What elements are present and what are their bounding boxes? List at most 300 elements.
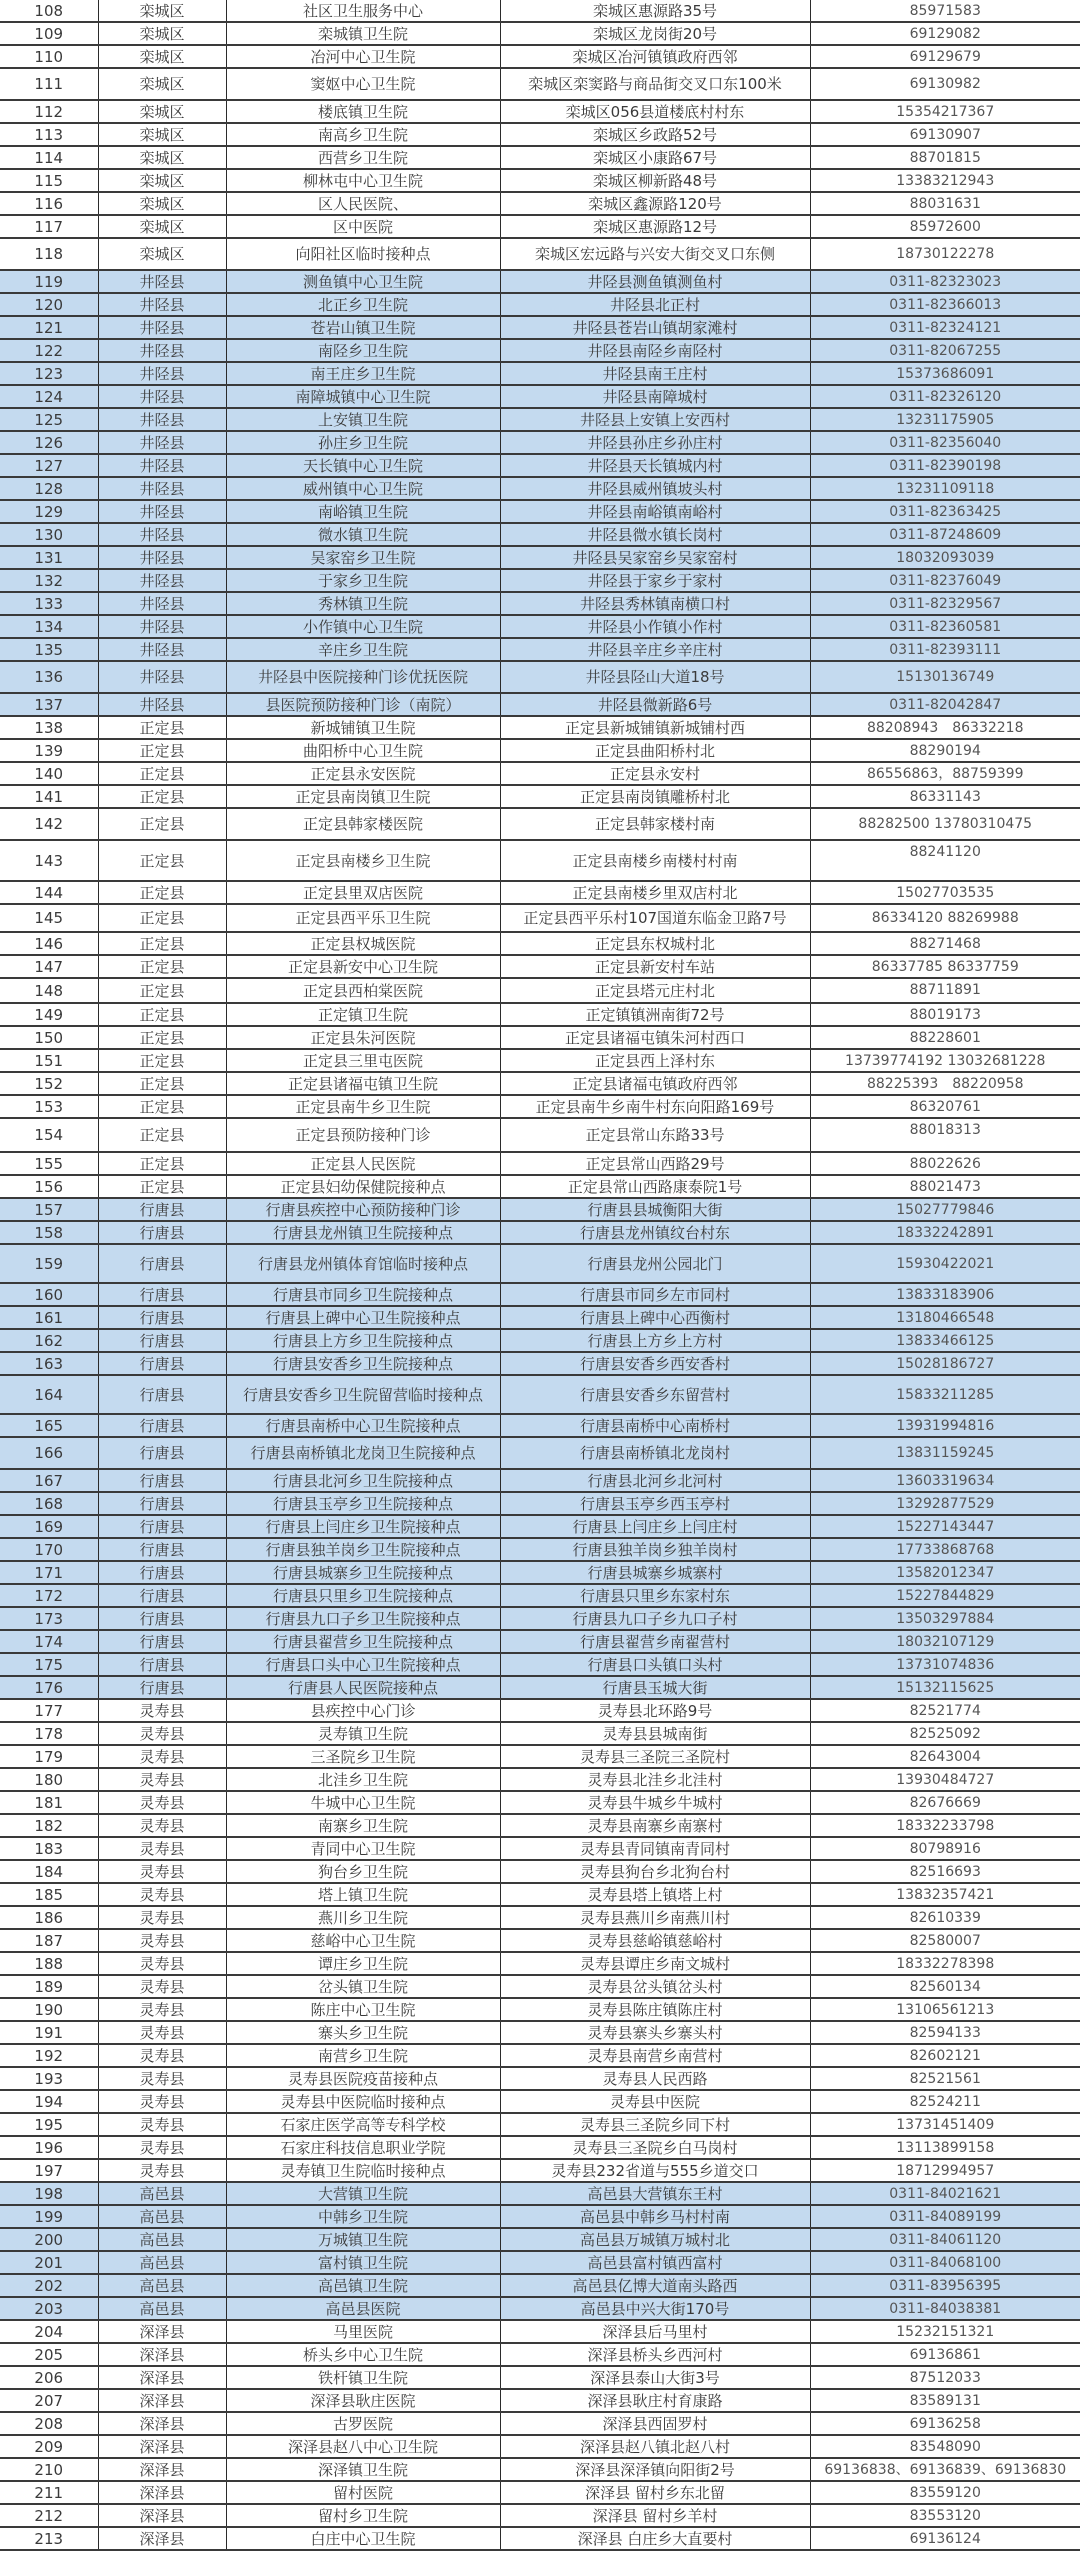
- site-name-cell: 社区卫生服务中心: [226, 0, 500, 22]
- phone-cell: 69129082: [810, 22, 1080, 45]
- phone-cell: 69136861: [810, 2343, 1080, 2366]
- phone-cell: 15227844829: [810, 1584, 1080, 1607]
- row-number: 109: [0, 22, 98, 45]
- row-number: 192: [0, 2044, 98, 2067]
- row-number: 191: [0, 2021, 98, 2044]
- district-cell: 栾城区: [98, 0, 226, 22]
- table-row: [0, 546, 1080, 569]
- site-name-cell: 上安镇卫生院: [226, 408, 500, 431]
- table-row: [0, 169, 1080, 192]
- site-name-cell: 牛城中心卫生院: [226, 1791, 500, 1814]
- phone-cell: 13383212943: [810, 169, 1080, 192]
- address-cell: 井陉县于家乡于家村: [500, 569, 810, 592]
- phone-cell: 88208943 86332218: [810, 716, 1080, 739]
- district-cell: 灵寿县: [98, 1745, 226, 1768]
- address-cell: 正定县新城铺镇新城铺村西: [500, 716, 810, 739]
- site-name-cell: 南寨乡卫生院: [226, 1814, 500, 1837]
- district-cell: 栾城区: [98, 100, 226, 123]
- table-row: [0, 1630, 1080, 1653]
- phone-cell: 18332278398: [810, 1952, 1080, 1975]
- site-name-cell: 中韩乡卫生院: [226, 2205, 500, 2228]
- district-cell: 灵寿县: [98, 1906, 226, 1929]
- row-number: 206: [0, 2366, 98, 2389]
- site-name-cell: 石家庄医学高等专科学校: [226, 2113, 500, 2136]
- address-cell: 正定县韩家楼村南: [500, 808, 810, 840]
- table-row: [0, 2435, 1080, 2458]
- table-row: [0, 1676, 1080, 1699]
- phone-cell: 88018313: [810, 1118, 1080, 1152]
- district-cell: 行唐县: [98, 1221, 226, 1244]
- address-cell: 井陉县辛庄乡辛庄村: [500, 638, 810, 661]
- table-row: [0, 192, 1080, 215]
- address-cell: 灵寿县南寨乡南寨村: [500, 1814, 810, 1837]
- site-name-cell: 区人民医院、: [226, 192, 500, 215]
- row-number: 124: [0, 385, 98, 408]
- row-number: 199: [0, 2205, 98, 2228]
- address-cell: 行唐县上闫庄乡上闫庄村: [500, 1515, 810, 1538]
- table-row: [0, 238, 1080, 270]
- phone-cell: 0311-82323023: [810, 270, 1080, 293]
- phone-cell: 69136124: [810, 2527, 1080, 2550]
- table-row: [0, 2527, 1080, 2550]
- table-row: [0, 1198, 1080, 1221]
- district-cell: 灵寿县: [98, 2136, 226, 2159]
- address-cell: 行唐县翟营乡南翟营村: [500, 1630, 810, 1653]
- address-cell: 高邑县万城镇万城村北: [500, 2228, 810, 2251]
- site-name-cell: 南陉乡卫生院: [226, 339, 500, 362]
- address-cell: 行唐县九口子乡九口子村: [500, 1607, 810, 1630]
- address-cell: 灵寿县谭庄乡南文城村: [500, 1952, 810, 1975]
- phone-cell: 15232151321: [810, 2320, 1080, 2343]
- site-name-cell: 铁杆镇卫生院: [226, 2366, 500, 2389]
- phone-cell: 13292877529: [810, 1492, 1080, 1515]
- site-name-cell: 万城镇卫生院: [226, 2228, 500, 2251]
- district-cell: 井陉县: [98, 592, 226, 615]
- site-name-cell: 行唐县上闫庄乡卫生院接种点: [226, 1515, 500, 1538]
- district-cell: 灵寿县: [98, 1699, 226, 1722]
- site-name-cell: 富村镇卫生院: [226, 2251, 500, 2274]
- phone-cell: 88241120: [810, 840, 1080, 881]
- row-number: 132: [0, 569, 98, 592]
- address-cell: 灵寿县慈峪镇慈峪村: [500, 1929, 810, 1952]
- address-cell: 井陉县测鱼镇测鱼村: [500, 270, 810, 293]
- table-row: [0, 2274, 1080, 2297]
- table-row: [0, 1329, 1080, 1352]
- row-number: 121: [0, 316, 98, 339]
- district-cell: 行唐县: [98, 1306, 226, 1329]
- phone-cell: 82610339: [810, 1906, 1080, 1929]
- phone-cell: 13231175905: [810, 408, 1080, 431]
- address-cell: 高邑县中韩乡马村村南: [500, 2205, 810, 2228]
- site-name-cell: 南王庄乡卫生院: [226, 362, 500, 385]
- row-number: 181: [0, 1791, 98, 1814]
- address-cell: 正定县诸福屯镇政府西邻: [500, 1072, 810, 1095]
- table-row: [0, 45, 1080, 68]
- address-cell: 灵寿县燕川乡南燕川村: [500, 1906, 810, 1929]
- address-cell: 高邑县大营镇东王村: [500, 2182, 810, 2205]
- phone-cell: 82594133: [810, 2021, 1080, 2044]
- address-cell: 灵寿县北环路9号: [500, 1699, 810, 1722]
- table-row: [0, 100, 1080, 123]
- row-number: 153: [0, 1095, 98, 1118]
- site-name-cell: 燕川乡卫生院: [226, 1906, 500, 1929]
- district-cell: 高邑县: [98, 2228, 226, 2251]
- address-cell: 灵寿县陈庄镇陈庄村: [500, 1998, 810, 2021]
- table-row: [0, 904, 1080, 932]
- address-cell: 行唐县上方乡上方村: [500, 1329, 810, 1352]
- table-row: [0, 1883, 1080, 1906]
- row-number: 158: [0, 1221, 98, 1244]
- phone-cell: 0311-87248609: [810, 523, 1080, 546]
- phone-cell: 0311-82042847: [810, 693, 1080, 716]
- phone-cell: 88225393 88220958: [810, 1072, 1080, 1095]
- phone-cell: 13831159245: [810, 1437, 1080, 1469]
- district-cell: 行唐县: [98, 1244, 226, 1283]
- row-number: 205: [0, 2343, 98, 2366]
- phone-cell: 82521774: [810, 1699, 1080, 1722]
- address-cell: 栾城区小康路67号: [500, 146, 810, 169]
- phone-cell: 13603319634: [810, 1469, 1080, 1492]
- district-cell: 正定县: [98, 1072, 226, 1095]
- district-cell: 栾城区: [98, 169, 226, 192]
- phone-cell: 15373686091: [810, 362, 1080, 385]
- address-cell: 行唐县龙州公园北门: [500, 1244, 810, 1283]
- table-row: [0, 1175, 1080, 1198]
- phone-cell: 17733868768: [810, 1538, 1080, 1561]
- site-name-cell: 向阳社区临时接种点: [226, 238, 500, 270]
- row-number: 152: [0, 1072, 98, 1095]
- address-cell: 正定县曲阳桥村北: [500, 739, 810, 762]
- site-name-cell: 行唐县市同乡卫生院接种点: [226, 1283, 500, 1306]
- row-number: 135: [0, 638, 98, 661]
- address-cell: 正定县塔元庄村北: [500, 978, 810, 1003]
- site-name-cell: 行唐县上碑中心卫生院接种点: [226, 1306, 500, 1329]
- row-number: 145: [0, 904, 98, 932]
- address-cell: 井陉县陉山大道18号: [500, 661, 810, 693]
- site-name-cell: 秀林镇卫生院: [226, 592, 500, 615]
- site-name-cell: 柳林屯中心卫生院: [226, 169, 500, 192]
- site-name-cell: 测鱼镇中心卫生院: [226, 270, 500, 293]
- table-row: [0, 2021, 1080, 2044]
- row-number: 129: [0, 500, 98, 523]
- phone-cell: 69136838、69136839、69136830: [810, 2458, 1080, 2481]
- district-cell: 行唐县: [98, 1584, 226, 1607]
- row-number: 201: [0, 2251, 98, 2274]
- phone-cell: 13731451409: [810, 2113, 1080, 2136]
- site-name-cell: 楼底镇卫生院: [226, 100, 500, 123]
- table-row: [0, 2297, 1080, 2320]
- row-number: 170: [0, 1538, 98, 1561]
- table-row: [0, 454, 1080, 477]
- row-number: 168: [0, 1492, 98, 1515]
- district-cell: 深泽县: [98, 2527, 226, 2550]
- row-number: 161: [0, 1306, 98, 1329]
- district-cell: 井陉县: [98, 638, 226, 661]
- row-number: 165: [0, 1414, 98, 1437]
- site-name-cell: 深泽县耿庄医院: [226, 2389, 500, 2412]
- district-cell: 井陉县: [98, 339, 226, 362]
- district-cell: 正定县: [98, 808, 226, 840]
- address-cell: 深泽县 白庄乡大直要村: [500, 2527, 810, 2550]
- address-cell: 灵寿县岔头镇岔头村: [500, 1975, 810, 1998]
- table-row: [0, 1469, 1080, 1492]
- district-cell: 井陉县: [98, 454, 226, 477]
- site-name-cell: 青同中心卫生院: [226, 1837, 500, 1860]
- table-row: [0, 1492, 1080, 1515]
- district-cell: 灵寿县: [98, 1768, 226, 1791]
- table-row: [0, 569, 1080, 592]
- table-row: [0, 0, 1080, 22]
- phone-cell: 0311-82360581: [810, 615, 1080, 638]
- phone-cell: 88271468: [810, 932, 1080, 955]
- district-cell: 正定县: [98, 1175, 226, 1198]
- site-name-cell: 正定县新安中心卫生院: [226, 955, 500, 978]
- phone-cell: 13731074836: [810, 1653, 1080, 1676]
- phone-cell: 0311-82390198: [810, 454, 1080, 477]
- address-cell: 栾城区龙岗街20号: [500, 22, 810, 45]
- district-cell: 行唐县: [98, 1676, 226, 1699]
- district-cell: 井陉县: [98, 615, 226, 638]
- district-cell: 灵寿县: [98, 1883, 226, 1906]
- address-cell: 行唐县南桥镇北龙岗村: [500, 1437, 810, 1469]
- row-number: 197: [0, 2159, 98, 2182]
- row-number: 210: [0, 2458, 98, 2481]
- table-row: [0, 1607, 1080, 1630]
- address-cell: 正定县南楼乡里双店村北: [500, 881, 810, 904]
- table-row: [0, 1584, 1080, 1607]
- site-name-cell: 正定县南楼乡卫生院: [226, 840, 500, 881]
- table-row: [0, 785, 1080, 808]
- row-number: 127: [0, 454, 98, 477]
- phone-cell: 15027703535: [810, 881, 1080, 904]
- address-cell: 正定县西上泽村东: [500, 1049, 810, 1072]
- district-cell: 栾城区: [98, 238, 226, 270]
- phone-cell: 88282500 13780310475: [810, 808, 1080, 840]
- row-number: 139: [0, 739, 98, 762]
- phone-cell: 18730122278: [810, 238, 1080, 270]
- address-cell: 深泽县赵八镇北赵八村: [500, 2435, 810, 2458]
- district-cell: 深泽县: [98, 2481, 226, 2504]
- row-number: 117: [0, 215, 98, 238]
- phone-cell: 13180466548: [810, 1306, 1080, 1329]
- district-cell: 井陉县: [98, 661, 226, 693]
- table-row: [0, 840, 1080, 881]
- row-number: 131: [0, 546, 98, 569]
- table-row: [0, 215, 1080, 238]
- site-name-cell: 桥头乡中心卫生院: [226, 2343, 500, 2366]
- site-name-cell: 行唐县疾控中心预防接种门诊: [226, 1198, 500, 1221]
- row-number: 196: [0, 2136, 98, 2159]
- site-name-cell: 行唐县只里乡卫生院接种点: [226, 1584, 500, 1607]
- address-cell: 灵寿县南营乡南营村: [500, 2044, 810, 2067]
- district-cell: 深泽县: [98, 2412, 226, 2435]
- table-row: [0, 762, 1080, 785]
- row-number: 172: [0, 1584, 98, 1607]
- table-row: [0, 2366, 1080, 2389]
- row-number: 178: [0, 1722, 98, 1745]
- address-cell: 深泽县西固罗村: [500, 2412, 810, 2435]
- phone-cell: 87512033: [810, 2366, 1080, 2389]
- district-cell: 正定县: [98, 762, 226, 785]
- table-row: [0, 123, 1080, 146]
- row-number: 111: [0, 68, 98, 100]
- table-row: [0, 2159, 1080, 2182]
- table-row: [0, 2320, 1080, 2343]
- site-name-cell: 行唐县九口子乡卫生院接种点: [226, 1607, 500, 1630]
- site-name-cell: 井陉县中医院接种门诊优抚医院: [226, 661, 500, 693]
- table-row: [0, 1837, 1080, 1860]
- site-name-cell: 慈峪中心卫生院: [226, 1929, 500, 1952]
- district-cell: 深泽县: [98, 2389, 226, 2412]
- address-cell: 井陉县孙庄乡孙庄村: [500, 431, 810, 454]
- site-name-cell: 寨头乡卫生院: [226, 2021, 500, 2044]
- site-name-cell: 正定县妇幼保健院接种点: [226, 1175, 500, 1198]
- address-cell: 行唐县安香乡东留营村: [500, 1375, 810, 1414]
- address-cell: 井陉县微水镇长岗村: [500, 523, 810, 546]
- row-number: 112: [0, 100, 98, 123]
- table-row: [0, 68, 1080, 100]
- district-cell: 行唐县: [98, 1607, 226, 1630]
- table-row: [0, 2458, 1080, 2481]
- address-cell: 井陉县南障城村: [500, 385, 810, 408]
- phone-cell: 0311-84061120: [810, 2228, 1080, 2251]
- phone-cell: 15130136749: [810, 661, 1080, 693]
- district-cell: 正定县: [98, 904, 226, 932]
- phone-cell: 13930484727: [810, 1768, 1080, 1791]
- table-row: [0, 1414, 1080, 1437]
- phone-cell: 13832357421: [810, 1883, 1080, 1906]
- phone-cell: 82580007: [810, 1929, 1080, 1952]
- site-name-cell: 深泽镇卫生院: [226, 2458, 500, 2481]
- phone-cell: 80798916: [810, 1837, 1080, 1860]
- row-number: 163: [0, 1352, 98, 1375]
- table-row: [0, 2044, 1080, 2067]
- site-name-cell: 南障城镇中心卫生院: [226, 385, 500, 408]
- row-number: 144: [0, 881, 98, 904]
- row-number: 155: [0, 1152, 98, 1175]
- row-number: 151: [0, 1049, 98, 1072]
- table-row: [0, 1814, 1080, 1837]
- address-cell: 灵寿县三圣院乡白马岗村: [500, 2136, 810, 2159]
- phone-cell: 0311-84038381: [810, 2297, 1080, 2320]
- address-cell: 栾城区冶河镇镇政府西邻: [500, 45, 810, 68]
- row-number: 110: [0, 45, 98, 68]
- district-cell: 行唐县: [98, 1375, 226, 1414]
- site-name-cell: 正定县韩家楼医院: [226, 808, 500, 840]
- site-name-cell: 谭庄乡卫生院: [226, 1952, 500, 1975]
- site-name-cell: 狗台乡卫生院: [226, 1860, 500, 1883]
- address-cell: 正定县常山东路33号: [500, 1118, 810, 1152]
- district-cell: 行唐县: [98, 1469, 226, 1492]
- row-number: 182: [0, 1814, 98, 1837]
- district-cell: 行唐县: [98, 1630, 226, 1653]
- address-cell: 灵寿县232省道与555乡道交口: [500, 2159, 810, 2182]
- table-row: [0, 1515, 1080, 1538]
- row-number: 175: [0, 1653, 98, 1676]
- address-cell: 井陉县南峪镇南峪村: [500, 500, 810, 523]
- site-name-cell: 正定镇卫生院: [226, 1003, 500, 1026]
- table-row: [0, 661, 1080, 693]
- site-name-cell: 新城铺镇卫生院: [226, 716, 500, 739]
- district-cell: 正定县: [98, 785, 226, 808]
- site-name-cell: 正定县西柏棠医院: [226, 978, 500, 1003]
- table-row: [0, 500, 1080, 523]
- address-cell: 正定县永安村: [500, 762, 810, 785]
- row-number: 149: [0, 1003, 98, 1026]
- row-number: 189: [0, 1975, 98, 1998]
- address-cell: 行唐县玉城大街: [500, 1676, 810, 1699]
- table-row: [0, 339, 1080, 362]
- district-cell: 正定县: [98, 955, 226, 978]
- district-cell: 井陉县: [98, 385, 226, 408]
- district-cell: 行唐县: [98, 1198, 226, 1221]
- table-row: [0, 2113, 1080, 2136]
- site-name-cell: 县疾控中心门诊: [226, 1699, 500, 1722]
- table-row: [0, 2182, 1080, 2205]
- phone-cell: 0311-84089199: [810, 2205, 1080, 2228]
- address-cell: 井陉县苍岩山镇胡家滩村: [500, 316, 810, 339]
- district-cell: 井陉县: [98, 316, 226, 339]
- site-name-cell: 威州镇中心卫生院: [226, 477, 500, 500]
- phone-cell: 88022626: [810, 1152, 1080, 1175]
- table-row: [0, 615, 1080, 638]
- phone-cell: 15930422021: [810, 1244, 1080, 1283]
- site-name-cell: 行唐县翟营乡卫生院接种点: [226, 1630, 500, 1653]
- site-name-cell: 三圣院乡卫生院: [226, 1745, 500, 1768]
- address-cell: 行唐县北河乡北河村: [500, 1469, 810, 1492]
- phone-cell: 83589131: [810, 2389, 1080, 2412]
- row-number: 212: [0, 2504, 98, 2527]
- phone-cell: 13833183906: [810, 1283, 1080, 1306]
- phone-cell: 82560134: [810, 1975, 1080, 1998]
- phone-cell: 0311-83956395: [810, 2274, 1080, 2297]
- row-number: 118: [0, 238, 98, 270]
- address-cell: 行唐县市同乡左市同村: [500, 1283, 810, 1306]
- address-cell: 灵寿县北洼乡北洼村: [500, 1768, 810, 1791]
- row-number: 187: [0, 1929, 98, 1952]
- address-cell: 正定县西平乐村107国道东临金卫路7号: [500, 904, 810, 932]
- row-number: 183: [0, 1837, 98, 1860]
- site-name-cell: 高邑县医院: [226, 2297, 500, 2320]
- site-name-cell: 白庄中心卫生院: [226, 2527, 500, 2550]
- phone-cell: 86331143: [810, 785, 1080, 808]
- site-name-cell: 留村乡卫生院: [226, 2504, 500, 2527]
- phone-cell: 86320761: [810, 1095, 1080, 1118]
- phone-cell: 13113899158: [810, 2136, 1080, 2159]
- site-name-cell: 深泽县赵八中心卫生院: [226, 2435, 500, 2458]
- table-row: [0, 2228, 1080, 2251]
- row-number: 185: [0, 1883, 98, 1906]
- address-cell: 深泽县泰山大街3号: [500, 2366, 810, 2389]
- table-row: [0, 1791, 1080, 1814]
- row-number: 162: [0, 1329, 98, 1352]
- address-cell: 井陉县南王庄村: [500, 362, 810, 385]
- row-number: 198: [0, 2182, 98, 2205]
- phone-cell: 82524211: [810, 2090, 1080, 2113]
- district-cell: 灵寿县: [98, 1975, 226, 1998]
- table-row: [0, 523, 1080, 546]
- site-name-cell: 行唐县城寨乡卫生院接种点: [226, 1561, 500, 1584]
- site-name-cell: 曲阳桥中心卫生院: [226, 739, 500, 762]
- district-cell: 灵寿县: [98, 1837, 226, 1860]
- row-number: 207: [0, 2389, 98, 2412]
- address-cell: 栾城区柳新路48号: [500, 169, 810, 192]
- district-cell: 栾城区: [98, 123, 226, 146]
- address-cell: 深泽县 留村乡羊村: [500, 2504, 810, 2527]
- site-name-cell: 南峪镇卫生院: [226, 500, 500, 523]
- phone-cell: 18712994957: [810, 2159, 1080, 2182]
- phone-cell: 0311-82376049: [810, 569, 1080, 592]
